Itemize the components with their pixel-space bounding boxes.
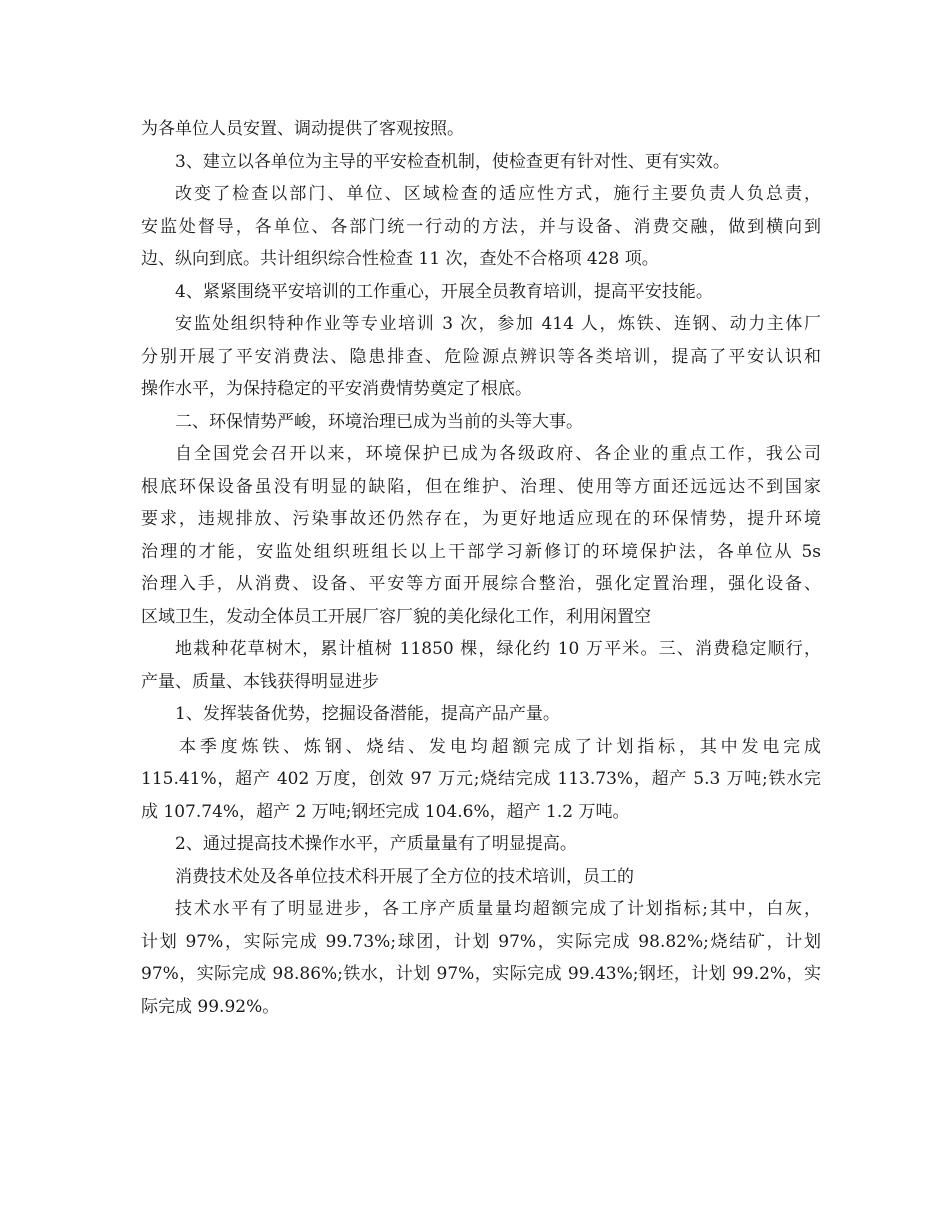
text-line: 为各单位人员安置、调动提供了客观按照。 bbox=[141, 119, 464, 139]
paragraph-line: 消费技术处及各单位技术科开展了全方位的技术培训，员工的 bbox=[175, 866, 634, 887]
paragraph-line: 地栽种花草树木，累计植树 11850 棵，绿化约 10 万平米。三、消费稳定顺行， bbox=[175, 639, 821, 659]
list-item-heading: 3、建立以各单位为主导的平安检查机制，使检查更有针对性、更有实效。 bbox=[175, 151, 730, 172]
paragraph-line: 产量、质量、本钱获得明显进步 bbox=[141, 671, 379, 692]
paragraph-line: 边、纵向到底。共计组织综合性检查 11 次，查处不合格项 428 项。 bbox=[141, 249, 659, 269]
list-item-heading: 1、发挥装备优势，挖掘设备潜能，提高产品产量。 bbox=[175, 704, 560, 724]
paragraph-line: 区域卫生，发动全体员工开展厂容厂貌的美化绿化工作，利用闲置空 bbox=[141, 606, 651, 627]
paragraph-line: 成 107.74%，超产 2 万吨;钢坯完成 104.6%，超产 1.2 万吨。 bbox=[141, 801, 630, 822]
paragraph-line: 要求，违规排放、污染事故还仍然存在，为更好地适应现在的环保情势，提升环境 bbox=[141, 509, 821, 529]
document-body bbox=[141, 113, 821, 1023]
paragraph-line: 治理入手，从消费、设备、平安等方面开展综合整治，强化定置治理，强化设备、 bbox=[141, 574, 821, 594]
paragraph-line: 技术水平有了明显进步，各工序产质量量均超额完成了计划指标;其中，白灰， bbox=[175, 899, 821, 919]
paragraph-line: 115.41%，超产 402 万度，创效 97 万元;烧结完成 113.73%，超产 5.3 万吨;铁水完 bbox=[141, 769, 821, 789]
paragraph-line: 改变了检查以部门、单位、区域检查的适应性方式，施行主要负责人负总责， bbox=[175, 184, 821, 204]
paragraph-line: 自全国党会召开以来，环境保护已成为各级政府、各企业的重点工作，我公司 bbox=[175, 444, 821, 464]
paragraph-line: 治理的才能，安监处组织班组长以上干部学习新修订的环境保护法，各单位从 5s bbox=[141, 541, 821, 562]
list-item-heading: 2、通过提高技术操作水平，产质量量有了明显提高。 bbox=[175, 834, 577, 854]
paragraph-line: 操作水平，为保持稳定的平安消费情势奠定了根底。 bbox=[141, 379, 532, 399]
paragraph-line: 本季度炼铁、炼钢、烧结、发电均超额完成了计划指标，其中发电完成 bbox=[179, 736, 821, 757]
paragraph-line: 安监处督导，各单位、各部门统一行动的方法，并与设备、消费交融，做到横向到 bbox=[141, 216, 821, 237]
paragraph-line: 根底环保设备虽没有明显的缺陷，但在维护、治理、使用等方面还远远达不到国家 bbox=[141, 476, 821, 497]
list-item-heading: 4、紧紧围绕平安培训的工作重心，开展全员教育培训，提高平安技能。 bbox=[175, 281, 713, 302]
paragraph-line: 安监处组织特种作业等专业培训 3 次，参加 414 人，炼铁、连钢、动力主体厂 bbox=[175, 314, 821, 334]
paragraph-line: 际完成 99.92%。 bbox=[141, 996, 280, 1017]
paragraph-line: 97%，实际完成 98.86%;铁水，计划 97%，实际完成 99.43%;钢坯，计划 99.2%，实 bbox=[141, 964, 821, 984]
section-heading: 二、环保情势严峻，环境治理已成为当前的头等大事。 bbox=[175, 411, 583, 432]
paragraph-line: 分别开展了平安消费法、隐患排查、危险源点辨识等各类培训，提高了平安认识和 bbox=[141, 346, 821, 367]
paragraph-line: 计划 97%，实际完成 99.73%;球团，计划 97%，实际完成 98.82%;烧结矿，计划 bbox=[141, 931, 821, 952]
